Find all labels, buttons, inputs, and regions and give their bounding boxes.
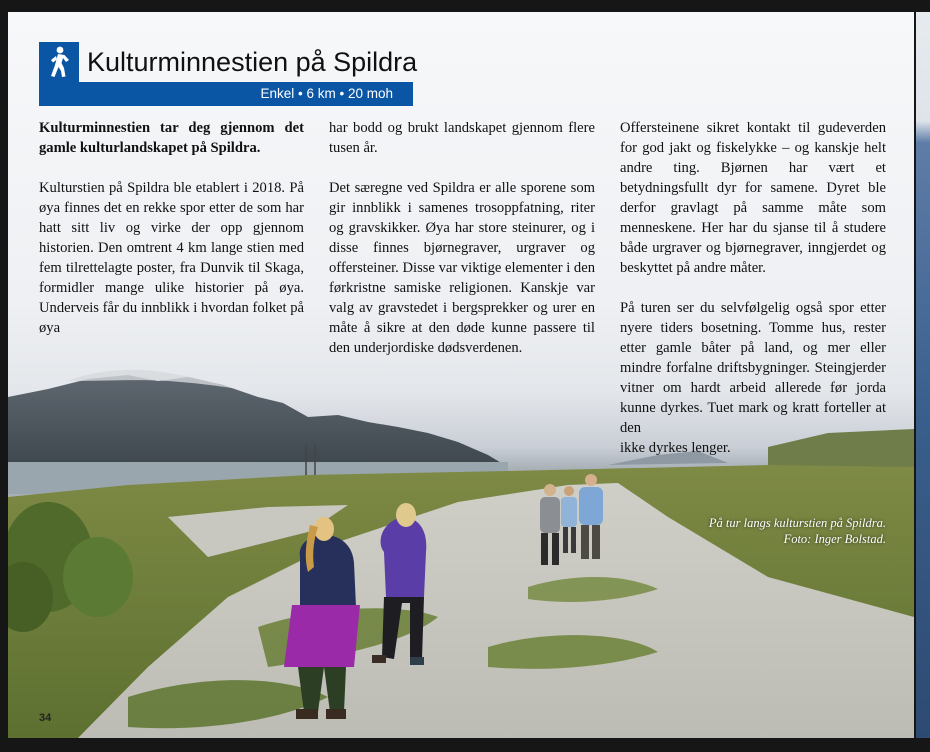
paragraph: Offersteinene sikret kontakt til gudeverden for god jakt og fiskelykke – og kanskje helt andre ting. Bjørnen har vært et betydningsfullt dyr for samene. Dyret ble derfor gravlagt på samme måte som menneskene. Her har du sjanse til å studere både urgraver og bjørnegraver, inngjerdet og beskyttet på andre måter. (620, 120, 886, 276)
hiker-icon (39, 42, 79, 82)
trail-info-bar: Enkel • 6 km • 20 moh (39, 82, 413, 106)
text-column-1 (39, 118, 304, 338)
caption-line: På tur langs kulturstien på Spildra. (708, 516, 886, 530)
lead-paragraph: Kulturminnestien tar deg gjennom det gamle kulturlandskapet på Spildra. (39, 120, 304, 156)
book-page (8, 12, 914, 738)
photo-credit: Foto: Inger Bolstad. (783, 532, 886, 546)
next-page-edge (916, 12, 930, 738)
photo-caption (568, 515, 886, 547)
paragraph: har bodd og brukt landskapet gjennom flere tusen år. (329, 120, 595, 156)
paragraph: Det særegne ved Spildra er alle sporene som gir innblikk i samenes trosoppfatning, riter og gravskikker. Øya har store steinurer, og i disse finnes bjørnegraver, urgraver og offersteiner. Disse var viktige elementer i den førkristne samiske religionen. Kanskje var valg av gravstedet i bergsprekker og urer en måte å sikre at den døde kunne passere til den underjordiske dødsverdenen. (329, 180, 595, 356)
paragraph: Kulturstien på Spildra ble etablert i 2018. På øya finnes det en rekke spor etter de som har hatt sitt liv og virke der opp gjennom historien. Den omtrent 4 km lange stien med fem tilrettelagte poster, fra Dunvik til Skaga, formidler mange ulike historier på øya. Underveis får du innblikk i hvordan folket på øya (39, 180, 304, 336)
page-number: 34 (39, 712, 52, 724)
paragraph: ikke dyrkes lenger. (620, 440, 731, 456)
text-column-3 (620, 118, 886, 458)
paragraph: På turen ser du selvfølgelig også spor etter nyere tiders bosetning. Tomme hus, rester etter gamle båter på land, og mer eller mindre forfalne driftsbygninger. Steingjerder vitner om hardt arbeid allerede før jorda kunne dyrkes. Tuet mark og kratt forteller at den (620, 300, 886, 436)
page-title: Kulturminnestien på Spildra (87, 47, 418, 77)
text-column-2 (329, 118, 595, 358)
